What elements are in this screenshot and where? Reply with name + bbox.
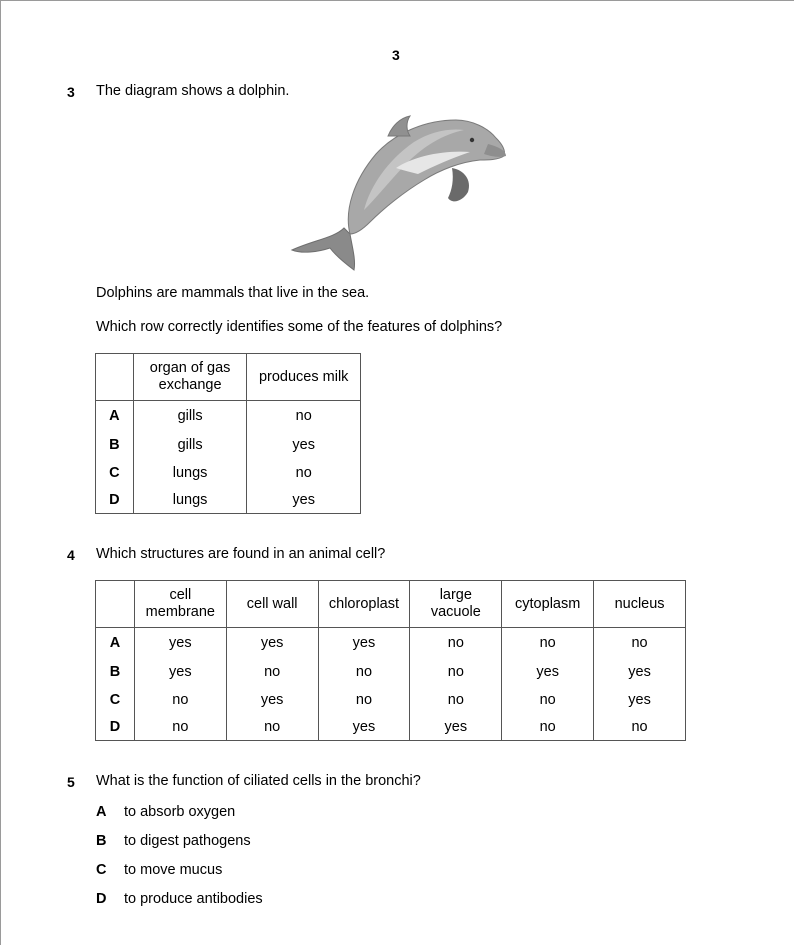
row-letter: C <box>96 686 135 714</box>
table-row <box>96 628 686 658</box>
option-text: to digest pathogens <box>124 833 251 849</box>
row-letter: A <box>96 628 135 658</box>
table-row <box>96 658 686 686</box>
table-cell: yes <box>594 686 686 714</box>
column-header: organ of gas exchange <box>133 354 247 401</box>
table-cell: yes <box>134 658 226 686</box>
column-header: nucleus <box>594 581 686 628</box>
column-header: produces milk <box>247 354 361 401</box>
question-4-table <box>95 580 686 741</box>
table-cell: no <box>502 686 594 714</box>
table-cell: no <box>594 628 686 658</box>
table-cell: no <box>410 658 502 686</box>
table-cell: no <box>226 714 318 741</box>
row-letter: D <box>96 714 135 741</box>
question-4-question: Which structures are found in an animal cell? <box>96 546 386 562</box>
option-text: to move mucus <box>124 862 223 878</box>
table-cell: lungs <box>133 459 247 487</box>
table-cell: no <box>594 714 686 741</box>
row-letter: B <box>96 431 134 459</box>
table-corner-cell <box>96 581 135 628</box>
table-cell: yes <box>318 628 410 658</box>
option-letter: B <box>96 833 107 849</box>
table-cell: gills <box>133 431 247 459</box>
option-letter: D <box>96 891 107 907</box>
question-4-number: 4 <box>67 547 75 563</box>
dolphin-image <box>284 110 509 272</box>
table-cell: no <box>226 658 318 686</box>
page-number: 3 <box>392 47 400 63</box>
page-border-left <box>0 0 1 945</box>
question-3-number: 3 <box>67 84 75 100</box>
question-3-intro: The diagram shows a dolphin. <box>96 83 290 99</box>
table-row <box>96 487 361 514</box>
table-row <box>96 714 686 741</box>
table-cell: yes <box>226 628 318 658</box>
table-row <box>96 401 361 431</box>
option-letter: A <box>96 804 107 820</box>
row-letter: A <box>96 401 134 431</box>
table-cell: yes <box>247 431 361 459</box>
table-cell: yes <box>318 714 410 741</box>
table-cell: yes <box>410 714 502 741</box>
table-cell: yes <box>502 658 594 686</box>
table-cell: yes <box>594 658 686 686</box>
row-letter: B <box>96 658 135 686</box>
table-cell: no <box>410 628 502 658</box>
question-5-question: What is the function of ciliated cells in the bronchi? <box>96 773 421 789</box>
table-cell: yes <box>226 686 318 714</box>
table-cell: lungs <box>133 487 247 514</box>
table-corner-cell <box>96 354 134 401</box>
row-letter: D <box>96 487 134 514</box>
table-row <box>96 459 361 487</box>
question-3-table <box>95 353 361 514</box>
table-cell: no <box>318 658 410 686</box>
question-3-statement: Dolphins are mammals that live in the sea. <box>96 285 370 301</box>
table-row <box>96 686 686 714</box>
question-3-question: Which row correctly identifies some of the features of dolphins? <box>96 319 503 335</box>
table-cell: yes <box>247 487 361 514</box>
table-row <box>96 431 361 459</box>
column-header: chloroplast <box>318 581 410 628</box>
table-cell: no <box>502 714 594 741</box>
table-cell: no <box>502 628 594 658</box>
question-5-number: 5 <box>67 774 75 790</box>
column-header: cell membrane <box>134 581 226 628</box>
table-cell: yes <box>134 628 226 658</box>
row-letter: C <box>96 459 134 487</box>
table-cell: no <box>318 686 410 714</box>
table-cell: no <box>410 686 502 714</box>
table-cell: no <box>247 401 361 431</box>
option-letter: C <box>96 862 107 878</box>
table-cell: no <box>134 686 226 714</box>
option-text: to absorb oxygen <box>124 804 236 820</box>
table-cell: gills <box>133 401 247 431</box>
option-text: to produce antibodies <box>124 891 263 907</box>
table-cell: no <box>247 459 361 487</box>
page-border-top <box>0 0 794 1</box>
column-header: large vacuole <box>410 581 502 628</box>
column-header: cytoplasm <box>502 581 594 628</box>
column-header: cell wall <box>226 581 318 628</box>
table-cell: no <box>134 714 226 741</box>
